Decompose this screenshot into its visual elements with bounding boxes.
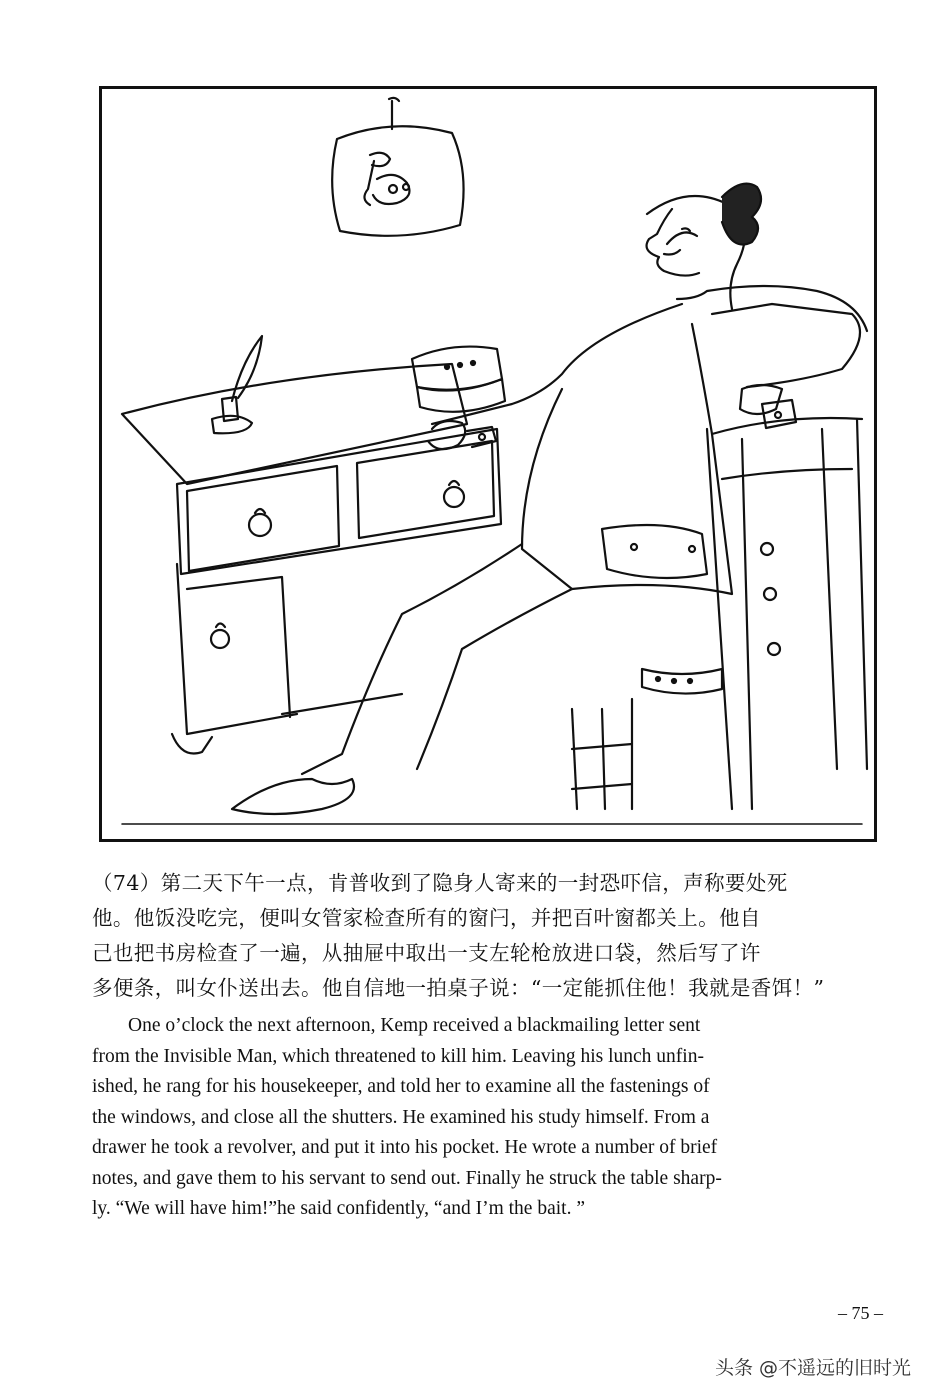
wall-picture bbox=[332, 98, 463, 236]
caption-zh-line: 他。他饭没吃完，便叫女管家检查所有的窗闩，并把百叶窗都关上。他自 bbox=[92, 906, 761, 930]
seated-man bbox=[232, 184, 867, 814]
chair bbox=[572, 418, 867, 809]
caption-zh-line: （74）第二天下午一点，肯普收到了隐身人寄来的一封恐吓信，声称要处死 bbox=[92, 871, 788, 895]
caption-en-line: the windows, and close all the shutters. He examined his study himself. From a bbox=[92, 1106, 710, 1128]
chinese-caption bbox=[92, 866, 892, 1006]
caption-en-line: ly. “We will have him!”he said confidently, “and I’m the bait. ” bbox=[92, 1198, 585, 1219]
caption-en-line: from the Invisible Man, which threatened to kill him. Leaving his lunch unfin- bbox=[92, 1045, 704, 1067]
illustration bbox=[102, 89, 874, 839]
caption-number: （74） bbox=[92, 871, 161, 895]
caption-en-line: One o’clock the next afternoon, Kemp received a blackmailing letter sent bbox=[128, 1015, 701, 1036]
illustration-frame bbox=[99, 86, 877, 842]
english-caption bbox=[92, 1011, 892, 1225]
box bbox=[412, 347, 505, 412]
caption-en-line: drawer he took a revolver, and put it into his pocket. He wrote a number of brief bbox=[92, 1137, 718, 1158]
caption-zh-line: 己也把书房检查了一遍，从抽屉中取出一支左轮枪放进口袋，然后写了许 bbox=[92, 941, 761, 965]
caption-zh-line: 多便条，叫女仆送出去。他自信地一拍桌子说：“一定能抓住他！我就是香饵！” bbox=[92, 976, 825, 1000]
caption-en-line: notes, and gave them to his servant to send out. Finally he struck the table sharp- bbox=[92, 1167, 722, 1189]
watermark: 头条 @不遥远的旧时光 bbox=[714, 1357, 911, 1379]
page-number: – 75 – bbox=[838, 1303, 883, 1323]
caption-en-line: ished, he rang for his housekeeper, and told her to examine all the fastenings of bbox=[92, 1076, 710, 1097]
